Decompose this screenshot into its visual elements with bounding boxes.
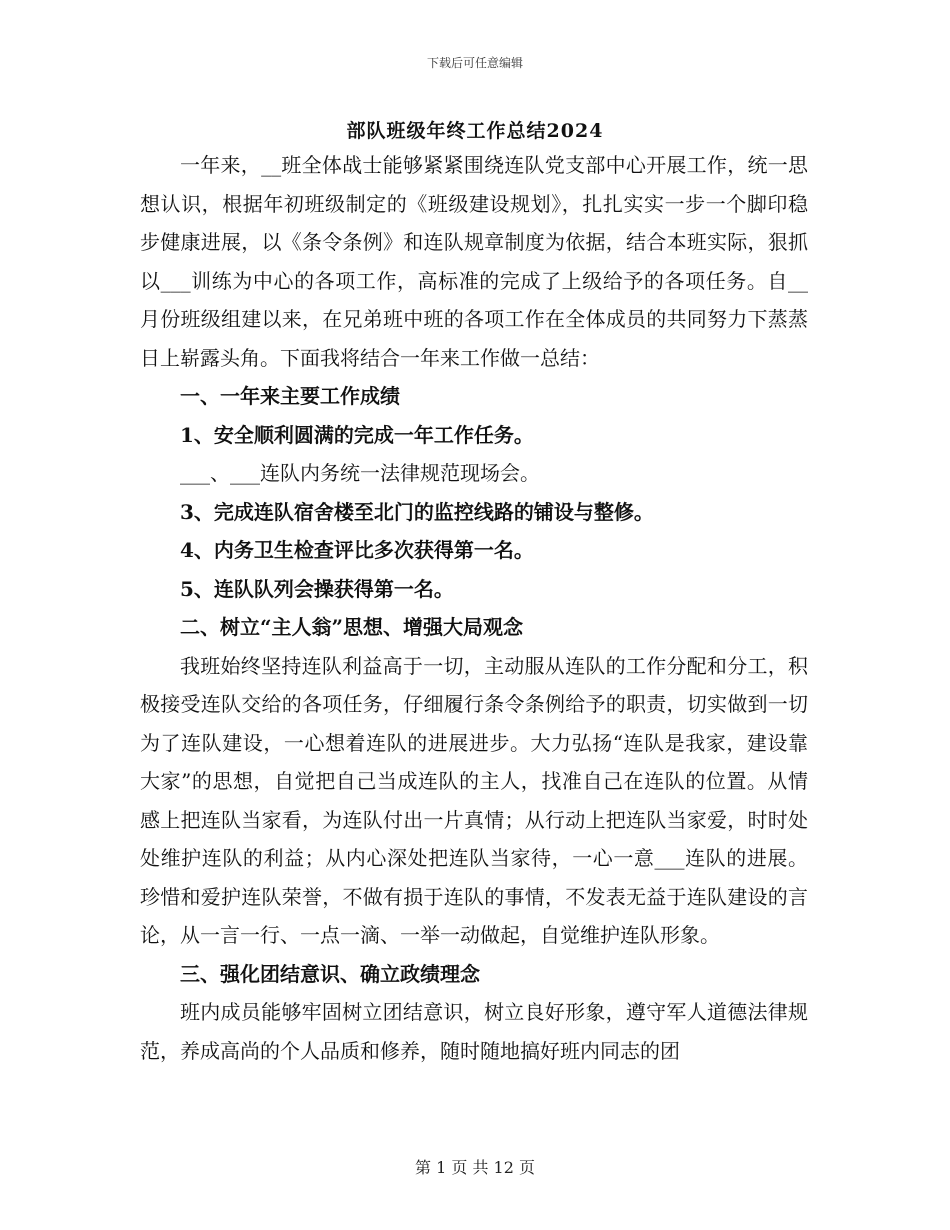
intro-paragraph: 一年来，__班全体战士能够紧紧围绕连队党支部中心开展工作，统一思想认识，根据年初班级制定的《班级建设规划》，扎扎实实一步一个脚印稳步健康进展，以《条令条例》和连队规章制度为依据，结合本班实际，狠抓以___训练为中心的各项工作，高标准的完成了上级给予的各项任务。自__月份班级组建以来，在兄弟班中班的各项工作在全体成员的共同努力下蒸蒸日上崭露头角。下面我将结合一年来工作做一总结： (140, 153, 808, 370)
page-number-footer: 第 1 页 共 12 页 (415, 1158, 535, 1177)
header-note: 下载后可任意编辑 (426, 56, 523, 70)
achievement-item-5: 5、连队队列会操获得第一名。 (180, 576, 454, 601)
section-2-paragraph: 我班始终坚持连队利益高于一切，主动服从连队的工作分配和分工，积极接受连队交给的各项任务，仔细履行条令条例给予的职责，切实做到一切为了连队建设，一心想着连队的进展进步。大力弘扬“连队是我家，建设靠大家”的思想，自觉把自己当成连队的主人，找准自己在连队的位置。从情感上把连队当家看，为连队付出一片真情；从行动上把连队当家爱，时时处处维护连队的利益；从内心深处把连队当家待，一心一意___连队的进展。珍惜和爱护连队荣誉，不做有损于连队的事情，不发表无益于连队建设的言论，从一言一行、一点一滴、一举一动做起，自觉维护连队形象。 (140, 653, 808, 947)
section-heading-1: 一、一年来主要工作成绩 (180, 384, 400, 408)
achievement-item-3: 3、完成连队宿舍楼至北门的监控线路的铺设与整修。 (180, 499, 654, 524)
section-heading-3: 三、强化团结意识、确立政绩理念 (180, 961, 480, 986)
achievement-item-4: 4、内务卫生检查评比多次获得第一名。 (180, 538, 534, 562)
document-body (140, 146, 808, 1070)
section-heading-2: 二、树立“主人翁”思想、增强大局观念 (180, 615, 524, 639)
achievement-item-2: ___、___连队内务统一法律规范现场会。 (180, 461, 540, 485)
section-3-paragraph: 班内成员能够牢固树立团结意识，树立良好形象，遵守军人道德法律规范，养成高尚的个人品质和修养，随时随地搞好班内同志的团 (140, 1000, 808, 1063)
page-title: 部队班级年终工作总结2024 (346, 120, 604, 142)
achievement-item-1: 1、安全顺利圆满的完成一年工作任务。 (180, 422, 534, 447)
